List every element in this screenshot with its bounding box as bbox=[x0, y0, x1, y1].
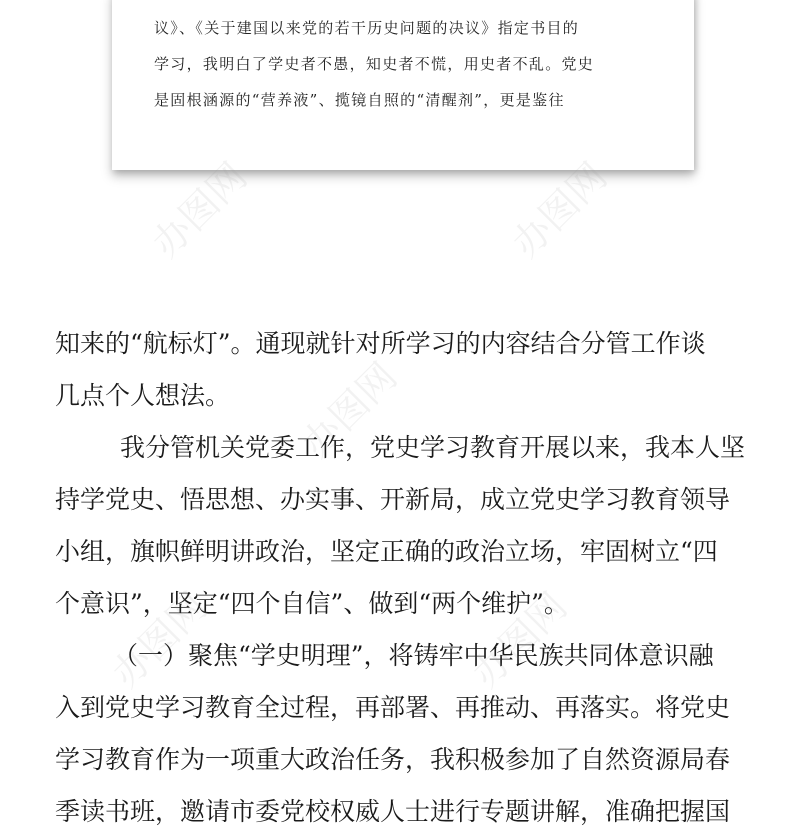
preview-paragraph bbox=[154, 10, 654, 118]
watermark: 办图网 bbox=[463, 584, 576, 696]
watermark: 办图网 bbox=[103, 584, 216, 696]
watermark: 办图网 bbox=[293, 354, 406, 466]
watermark: 办图网 bbox=[503, 154, 616, 266]
body-line: 学习教育作为一项重大政治任务，我积极参加了自然资源局春 bbox=[55, 745, 731, 774]
section-heading-line: （一）聚焦“学史明理”，将铸牢中华民族共同体意识融 bbox=[113, 641, 714, 670]
document-page-preview bbox=[112, 0, 694, 170]
body-line: 知来的“航标灯”。通现就针对所学习的内容结合分管工作谈 bbox=[55, 329, 706, 358]
preview-line: 议》、《关于建国以来党的若干历史问题的决议》指定书目的 bbox=[154, 19, 580, 37]
body-line: 持学党史、悟思想、办实事、开新局，成立党史学习教育领导 bbox=[55, 485, 731, 514]
body-line: 几点个人想法。 bbox=[55, 381, 231, 410]
body-line: 季读书班，邀请市委党校权威人士进行专题讲解，准确把握国 bbox=[55, 797, 731, 826]
preview-line: 学习，我明白了学史者不愚，知史者不慌，用史者不乱。党史 bbox=[154, 55, 595, 73]
watermark: 办图网 bbox=[143, 154, 256, 266]
document-body bbox=[55, 318, 755, 838]
body-line: 入到党史学习教育全过程，再部署、再推动、再落实。将党史 bbox=[55, 693, 731, 722]
body-line: 小组，旗帜鲜明讲政治，坚定正确的政治立场，牢固树立“四 bbox=[55, 537, 718, 566]
preview-line: 是固根涵源的“营养液”、揽镜自照的“清醒剂”，更是鉴往 bbox=[154, 91, 565, 109]
body-line: 个意识”，坚定“四个自信”、做到“两个维护”。 bbox=[55, 589, 569, 618]
paragraph-start-line: 我分管机关党委工作，党史学习教育开展以来，我本人坚 bbox=[120, 433, 746, 462]
